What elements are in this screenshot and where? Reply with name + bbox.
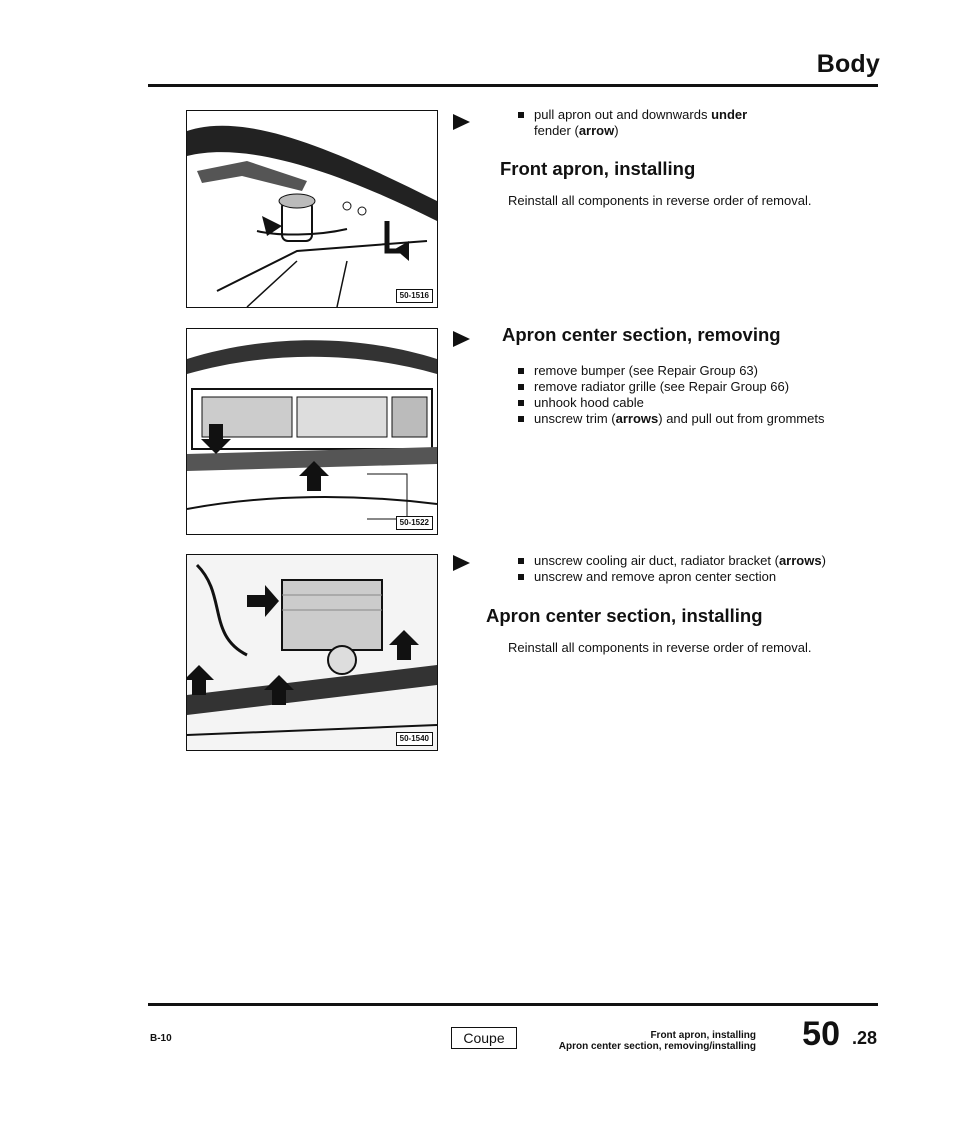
step-list [516,363,826,427]
section-heading: Apron center section, removing [502,324,781,345]
instruction-paragraph: Reinstall all components in reverse order of removal. [508,640,812,655]
figure-code: 50-1516 [396,289,433,303]
figure-code: 50-1540 [396,732,433,746]
text-block-apron-center-installing [486,553,840,656]
model-badge: Coupe [451,1027,517,1049]
header-divider [148,84,878,87]
step-item: pull apron out and downwards under fender (arrow) [516,107,840,139]
step-item: unscrew trim (arrows) and pull out from grommets [516,411,826,427]
section-heading: Front apron, installing [500,158,696,179]
figure-code: 50-1522 [396,516,433,530]
instruction-paragraph: Reinstall all components in reverse order of removal. [508,193,812,208]
footer-line-2: Apron center section, removing/installing [558,1041,756,1052]
step-list [516,107,840,139]
figure-front-apron-removal [186,110,438,308]
footer-line-1: Front apron, installing [650,1030,756,1041]
footer-section-titles [559,1030,756,1052]
step-list [516,553,836,585]
figure-pointer-arrow-1 [453,114,470,130]
step-item: unscrew cooling air duct, radiator bracket (arrows) [516,553,836,569]
section-heading: Apron center section, installing [486,605,763,626]
front-end-illustration [187,329,437,534]
page-number: .28 [851,1028,877,1048]
page-title: Body [816,50,880,78]
repair-group-number: 50 [802,1015,840,1053]
step-item: remove radiator grille (see Repair Group 66) [516,379,826,395]
step-item: remove bumper (see Repair Group 63) [516,363,826,379]
engine-bay-illustration [187,111,437,307]
text-block-front-apron [500,107,840,209]
radiator-area-illustration [187,555,437,750]
step-item: unhook hood cable [516,395,826,411]
footer-divider [148,1003,878,1006]
page-id: B-10 [150,1033,172,1044]
step-item: unscrew and remove apron center section [516,569,836,585]
figure-apron-center-removal [186,328,438,535]
figure-apron-center-details [186,554,438,751]
text-block-apron-center-removing [500,324,840,427]
figure-pointer-arrow-3 [453,555,470,571]
figure-pointer-arrow-2 [453,331,470,347]
